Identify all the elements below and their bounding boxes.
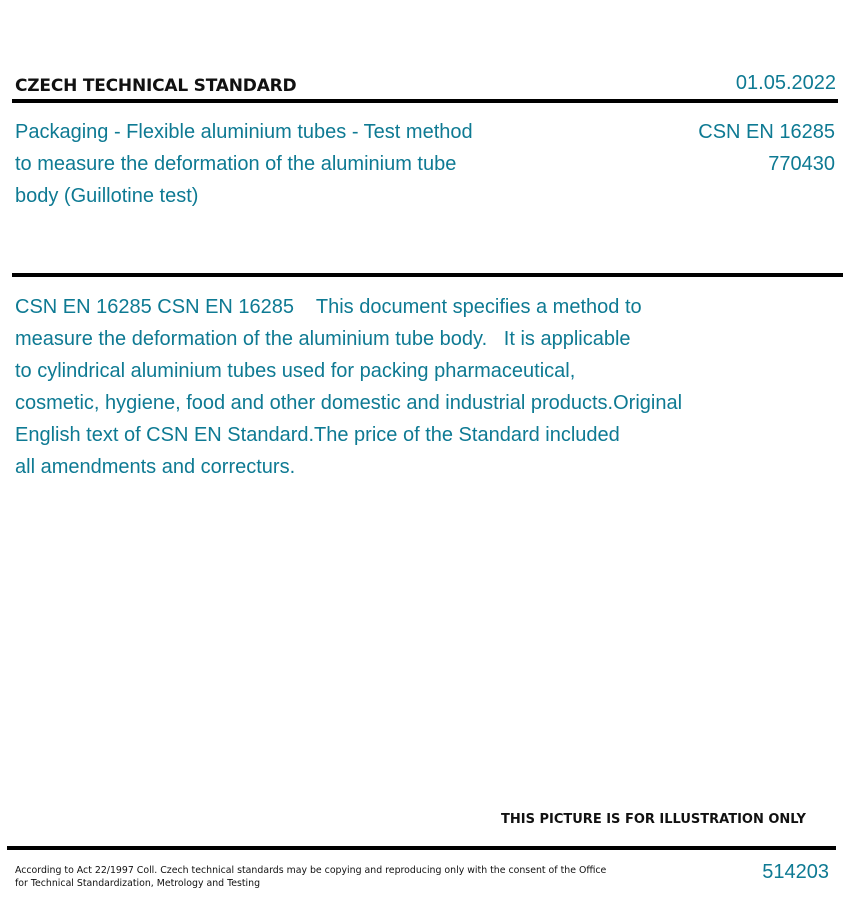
illustration-note: THIS PICTURE IS FOR ILLUSTRATION ONLY bbox=[501, 812, 806, 827]
middle-divider bbox=[12, 273, 843, 277]
standard-class-number: 770430 bbox=[768, 153, 835, 175]
standard-title: Packaging - Flexible aluminium tubes - Test method to measure the deformation of the aluminium tube body (Guillotine test) bbox=[15, 121, 473, 207]
top-divider bbox=[12, 99, 838, 103]
legal-notice bbox=[15, 864, 607, 890]
standard-description: CSN EN 16285 CSN EN 16285 This document specifies a method to measure the deformation of the aluminium tube body. It is applicable to cylindrical aluminium tubes used for packing pharmaceutical, cosmetic, hygiene, food and other domestic and industrial products.Original English text of CSN EN Standard.The price of the Standard included all amendments and correcturs. bbox=[15, 296, 683, 478]
document-id: 514203 bbox=[762, 861, 829, 883]
standard-identifiers bbox=[698, 116, 835, 180]
legal-notice-line-1: According to Act 22/1997 Coll. Czech technical standards may be copying and reproducing only with the consent of the Office bbox=[15, 865, 607, 876]
bottom-divider bbox=[7, 846, 836, 850]
legal-notice-line-2: for Technical Standardization, Metrology and Testing bbox=[15, 878, 261, 889]
standard-code: CSN EN 16285 bbox=[698, 121, 835, 143]
document-heading: CZECH TECHNICAL STANDARD bbox=[15, 76, 297, 96]
publication-date: 01.05.2022 bbox=[735, 72, 836, 94]
